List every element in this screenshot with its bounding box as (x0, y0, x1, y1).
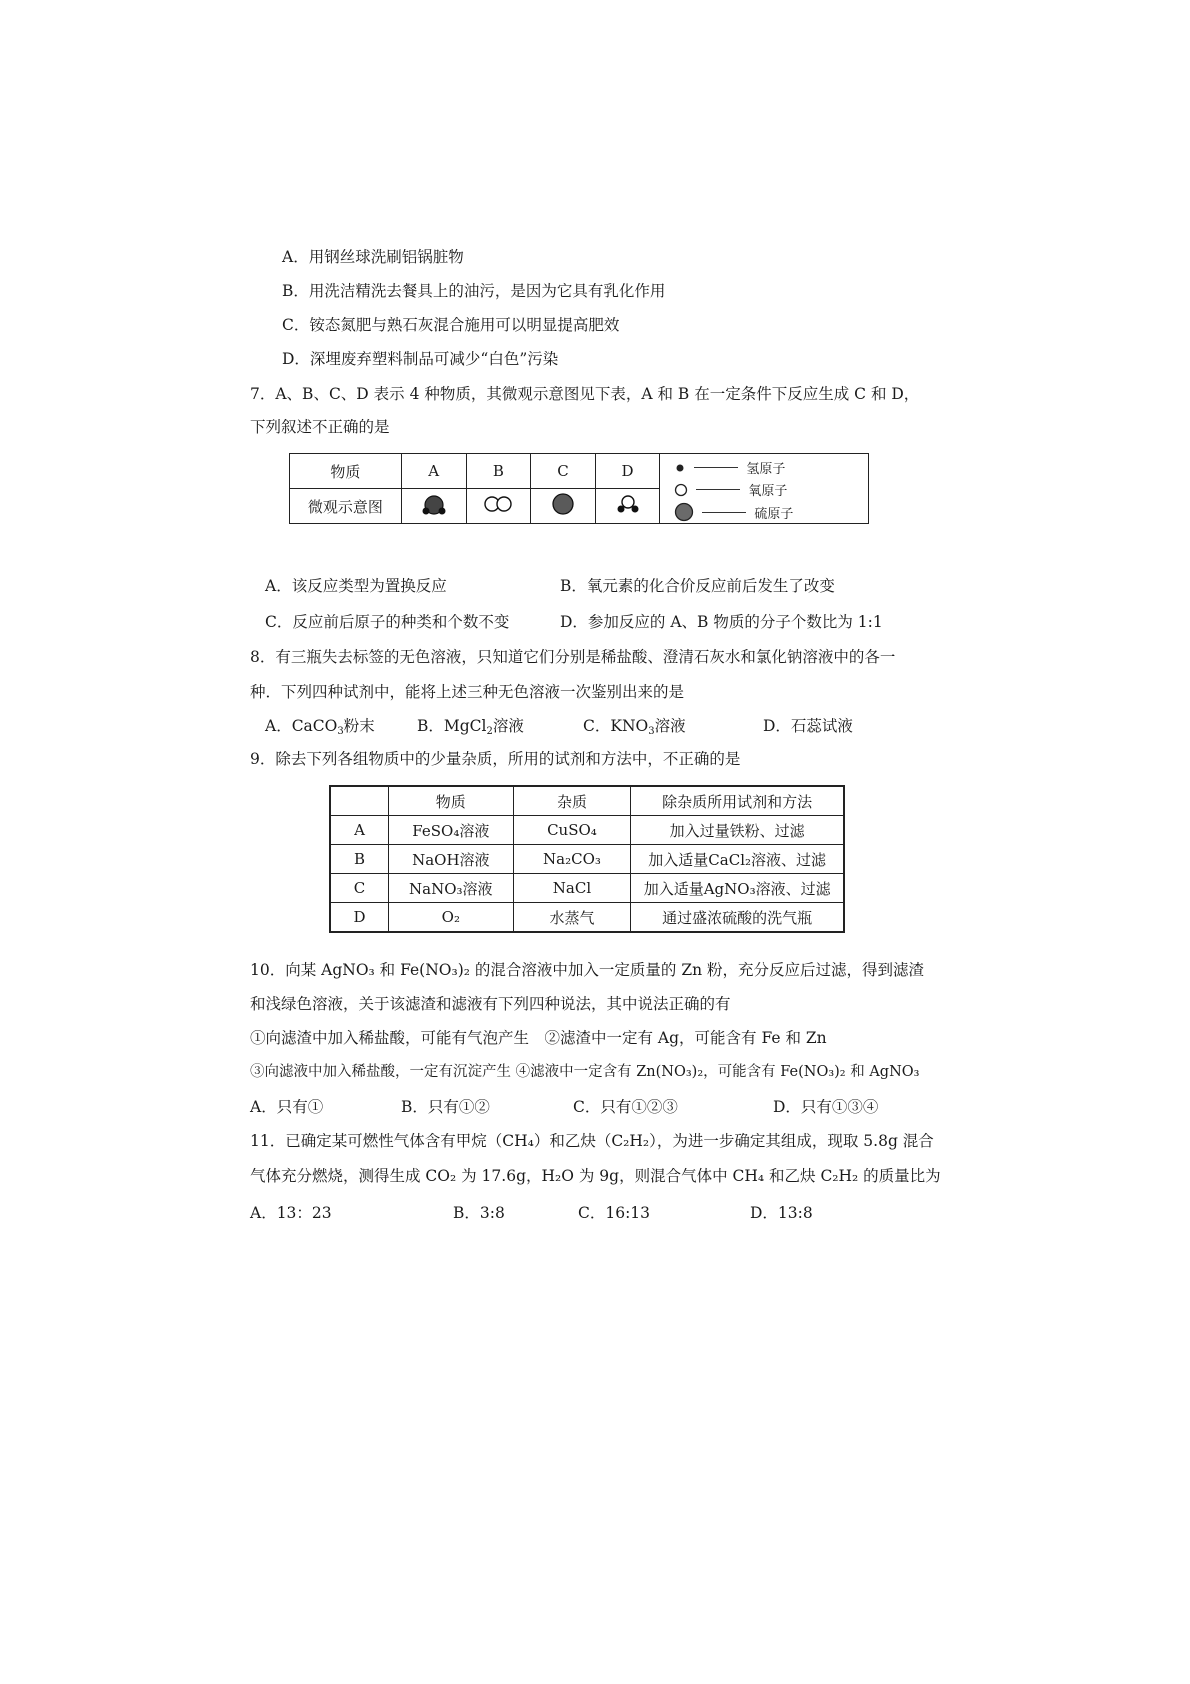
legend-sulfur-label: 硫原子 (754, 506, 794, 522)
q9-table-header (330, 786, 844, 816)
q11-stem-line2: 气体充分燃烧，测得生成 CO₂ 为 17.6g，H₂O 为 9g，则混合气体中 CH₄ 和乙炔 C₂H₂ 的质量比为 (250, 1167, 941, 1185)
q7-stem-line1: 7．A、B、C、D 表示 4 种物质，其微观示意图见下表，A 和 B 在一定条件下反应生成 C 和 D， (250, 385, 920, 403)
q7-table (289, 453, 869, 524)
q7-row-label-substance: 物质 (290, 454, 402, 489)
legend-hydrogen (674, 458, 785, 477)
q9-row-d-impurity: 水蒸气 (513, 903, 631, 933)
q8-stem-line1: 8．有三瓶失去标签的无色溶液，只知道它们分别是稀盐酸、澄清石灰水和氯化钠溶液中的各一 (250, 648, 896, 666)
q10-stem-line2: 和浅绿色溶液，关于该滤渣和滤液有下列四种说法，其中说法正确的有 (250, 995, 731, 1013)
hydrogen-atom-icon (674, 462, 686, 474)
q10-option-c: C．只有①②③ (573, 1098, 678, 1116)
q8-option-a: A．CaCO$_3$粉末 (265, 717, 375, 737)
q9-header-substance: 物质 (389, 786, 514, 816)
q10-statements-1-2: ①向滤渣中加入稀盐酸，可能有气泡产生 ②滤渣中一定有 Ag，可能含有 Fe 和 Zn (250, 1029, 827, 1047)
q10-stem-line1: 10．向某 AgNO₃ 和 Fe(NO₃)₂ 的混合溶液中加入一定质量的 Zn 粉，充分反应后过滤，得到滤渣 (250, 961, 925, 979)
q6-option-a: A．用钢丝球洗刷铝锅脏物 (282, 248, 464, 266)
q7-row-label-diagram: 微观示意图 (290, 489, 402, 524)
q7-molecule-d (595, 489, 660, 524)
q9-header-method: 除杂质所用试剂和方法 (631, 786, 844, 816)
legend-hydrogen-label: 氢原子 (746, 462, 786, 477)
q8-option-b: B．MgCl$_2$溶液 (417, 717, 524, 737)
q7-molecule-a (401, 489, 466, 524)
q9-row-a-substance: FeSO₄溶液 (389, 816, 514, 845)
q10-statements-3-4: ③向滤液中加入稀盐酸，一定有沉淀产生 ④滤液中一定含有 Zn(NO₃)₂，可能含有 Fe(NO₃)₂ 和 AgNO₃ (250, 1064, 920, 1080)
legend-sulfur (674, 502, 793, 522)
q7-option-d: D．参加反应的 A、B 物质的分子个数比为 1:1 (560, 613, 883, 631)
q11-option-d: D．13:8 (750, 1204, 813, 1222)
q9-row-c-id: C (330, 874, 389, 903)
q7-col-d: D (595, 454, 660, 489)
q9-row-b-impurity: Na₂CO₃ (513, 845, 631, 874)
q9-row-b-id: B (330, 845, 389, 874)
q9-header-blank (330, 786, 389, 816)
legend-oxygen (674, 480, 787, 499)
q10-option-a: A．只有① (250, 1098, 324, 1116)
q7-option-a: A．该反应类型为置换反应 (265, 577, 447, 595)
q9-row-c-method: 加入适量AgNO₃溶液、过滤 (631, 874, 844, 903)
q9-row-c-substance: NaNO₃溶液 (389, 874, 514, 903)
q9-stem: 9．除去下列各组物质中的少量杂质，所用的试剂和方法中，不正确的是 (250, 750, 741, 768)
q10-option-d: D．只有①③④ (773, 1098, 879, 1116)
q9-row-d-method: 通过盛浓硫酸的洗气瓶 (631, 903, 844, 933)
q7-molecule-b (466, 489, 531, 524)
q9-row-a-method: 加入过量铁粉、过滤 (631, 816, 844, 845)
q9-table (329, 785, 845, 933)
q9-row-b-substance: NaOH溶液 (389, 845, 514, 874)
oxygen-atom-icon (674, 483, 688, 497)
q11-stem-line1: 11．已确定某可燃性气体含有甲烷（CH₄）和乙炔（C₂H₂），为进一步确定其组成，现取 5.8g 混合 (250, 1132, 934, 1150)
q6-option-d: D．深埋废弃塑料制品可减少“白色”污染 (282, 350, 559, 368)
table-row (330, 816, 844, 845)
q7-col-c: C (531, 454, 596, 489)
q7-option-b: B．氧元素的化合价反应前后发生了改变 (560, 577, 835, 595)
molecule-h2o-icon (613, 491, 643, 517)
q11-option-b: B．3:8 (453, 1204, 505, 1222)
q9-row-a-id: A (330, 816, 389, 845)
q8-option-c: C．$KNO_3$溶液 (583, 717, 686, 737)
legend-oxygen-label: 氧原子 (748, 484, 788, 499)
q11-option-a: A．13：23 (250, 1204, 332, 1222)
q7-legend-cell (660, 454, 869, 524)
q7-stem-line2: 下列叙述不正确的是 (250, 418, 390, 436)
q6-option-c: C．铵态氮肥与熟石灰混合施用可以明显提高肥效 (282, 316, 620, 334)
molecule-h2s-icon (417, 490, 451, 518)
molecule-o2-icon (480, 492, 516, 516)
q7-option-c: C．反应前后原子的种类和个数不变 (265, 613, 510, 631)
q10-option-b: B．只有①② (401, 1098, 490, 1116)
q11-option-c: C．16:13 (578, 1204, 651, 1222)
table-row (330, 845, 844, 874)
q9-header-impurity: 杂质 (513, 786, 631, 816)
sulfur-atom-icon (674, 502, 694, 522)
q7-legend (674, 458, 864, 522)
q8-stem-line2: 种．下列四种试剂中，能将上述三种无色溶液一次鉴别出来的是 (250, 683, 685, 701)
q9-row-c-impurity: NaCl (513, 874, 631, 903)
q9-row-a-impurity: CuSO₄ (513, 816, 631, 845)
table-row (330, 903, 844, 933)
molecule-s-icon (549, 490, 577, 518)
q7-molecule-c (531, 489, 596, 524)
table-row (330, 874, 844, 903)
q9-row-d-id: D (330, 903, 389, 933)
q7-col-b: B (466, 454, 531, 489)
q9-row-b-method: 加入适量CaCl₂溶液、过滤 (631, 845, 844, 874)
q7-col-a: A (401, 454, 466, 489)
q9-row-d-substance: O₂ (389, 903, 514, 933)
q8-option-d: D．石蕊试液 (763, 717, 853, 735)
q6-option-b: B．用洗洁精洗去餐具上的油污，是因为它具有乳化作用 (282, 282, 666, 300)
